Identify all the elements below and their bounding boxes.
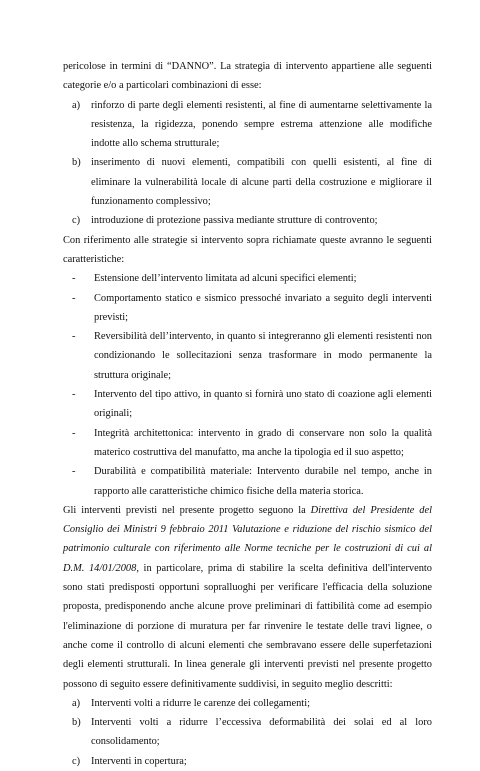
list-item [63,694,432,713]
list-marker: - [72,427,76,439]
intro-paragraph: pericolose in termini di “DANNO”. La strategia di intervento appartiene alle seguenti categorie e/o a particolari combinazioni di esse: [63,61,432,92]
list-item [63,269,432,288]
guideline-text-before: Gli interventi previsti nel presente progetto seguono la [63,504,311,516]
list-item [63,211,432,230]
list-item-text: rinforzo di parte degli elementi resistenti, al fine di aumentarne selettivamente la resistenza, la rigidezza, ponendo sempre estrema attenzione alle modifiche indotte allo schema strutturale; [91,99,432,150]
features-intro-paragraph: Con riferimento alle strategie si intervento sopra richiamate queste avranno le seguenti caratteristiche: [63,234,432,265]
guideline-directive-title: Direttiva del Presidente del Consiglio dei Ministri 9 febbraio 2011 Valutazione e riduzione del rischio sismico del patrimonio culturale con riferimento alle Norme tecniche per le costruzioni di cui al D.M. 14/01/2008 [63,504,432,574]
list-marker: a) [72,99,81,111]
guideline-paragraph [63,501,432,694]
list-item-text: Durabilità e compatibilità materiale: Intervento durabile nel tempo, anche in rapporto alle caratteristiche chimico fisiche della materia storica. [94,466,432,497]
strategy-categories-list [63,96,432,231]
list-item [63,96,432,154]
list-item-text: Interventi volti a ridurre l’eccessiva deformabilità dei solai ed al loro consolidamento; [91,717,432,748]
list-item-text: Estensione dell’intervento limitata ad alcuni specifici elementi; [94,273,357,285]
list-item-text: Integrità architettonica: intervento in grado di conservare non solo la qualità materico costruttiva del manufatto, ma anche la tipologia ed il suo aspetto; [94,427,432,458]
list-marker: - [72,331,76,343]
list-item-text: Comportamento statico e sismico pressoché invariato a seguito degli interventi previsti; [94,292,432,323]
list-item [63,289,432,328]
list-item-text: inserimento di nuovi elementi, compatibili con quelli esistenti, al fine di eliminare la vulnerabilità locale di alcune parti della costruzione e migliorare il funzionamento complessivo; [91,157,432,208]
list-item-text: Interventi in copertura; [91,755,187,767]
features-list [63,269,432,501]
list-item [63,327,432,385]
list-marker: - [72,389,76,401]
list-item-text: Intervento del tipo attivo, in quanto si fornirà uno stato di coazione agli elementi originali; [94,389,432,420]
list-item [63,462,432,501]
list-marker: c) [72,215,81,227]
list-marker: - [72,292,76,304]
list-item-text: introduzione di protezione passiva mediante strutture di controvento; [91,215,378,227]
list-item [63,713,432,752]
list-item-text: Interventi volti a ridurre le carenze dei collegamenti; [91,697,310,709]
list-item-text: Reversibilità dell’intervento, in quanto si integreranno gli elementi resistenti non condizionando le sollecitazioni senza trasformare in modo permanente la struttura originale; [94,331,432,381]
interventions-list [63,694,432,771]
list-marker: - [72,273,76,285]
list-item [63,752,432,771]
list-marker: - [72,466,76,478]
list-marker: b) [72,717,81,729]
guideline-text-after: , in particolare, prima di stabilire la scelta definitiva dell'intervento sono stati predisposti opportuni sopralluoghi per verificare l'efficacia della soluzione proposta, predisponendo anche alcune prove preliminari di fattibilità come ad esempio l'eliminazione di porzione di muratura per far rinvenire le testate delle travi lignee, o anche come il controllo di alcuni elementi che sembravano essere delle superfetazioni degli elementi strutturali. In linea generale gli interventi previsti nel presente progetto possono di seguito essere definitivamente suddivisi, in seguito meglio descritti: [63,562,432,690]
list-marker: b) [72,157,81,169]
list-item [63,424,432,463]
list-item [63,385,432,424]
list-marker: c) [72,755,81,767]
list-marker: a) [72,697,81,709]
list-item [63,153,432,211]
